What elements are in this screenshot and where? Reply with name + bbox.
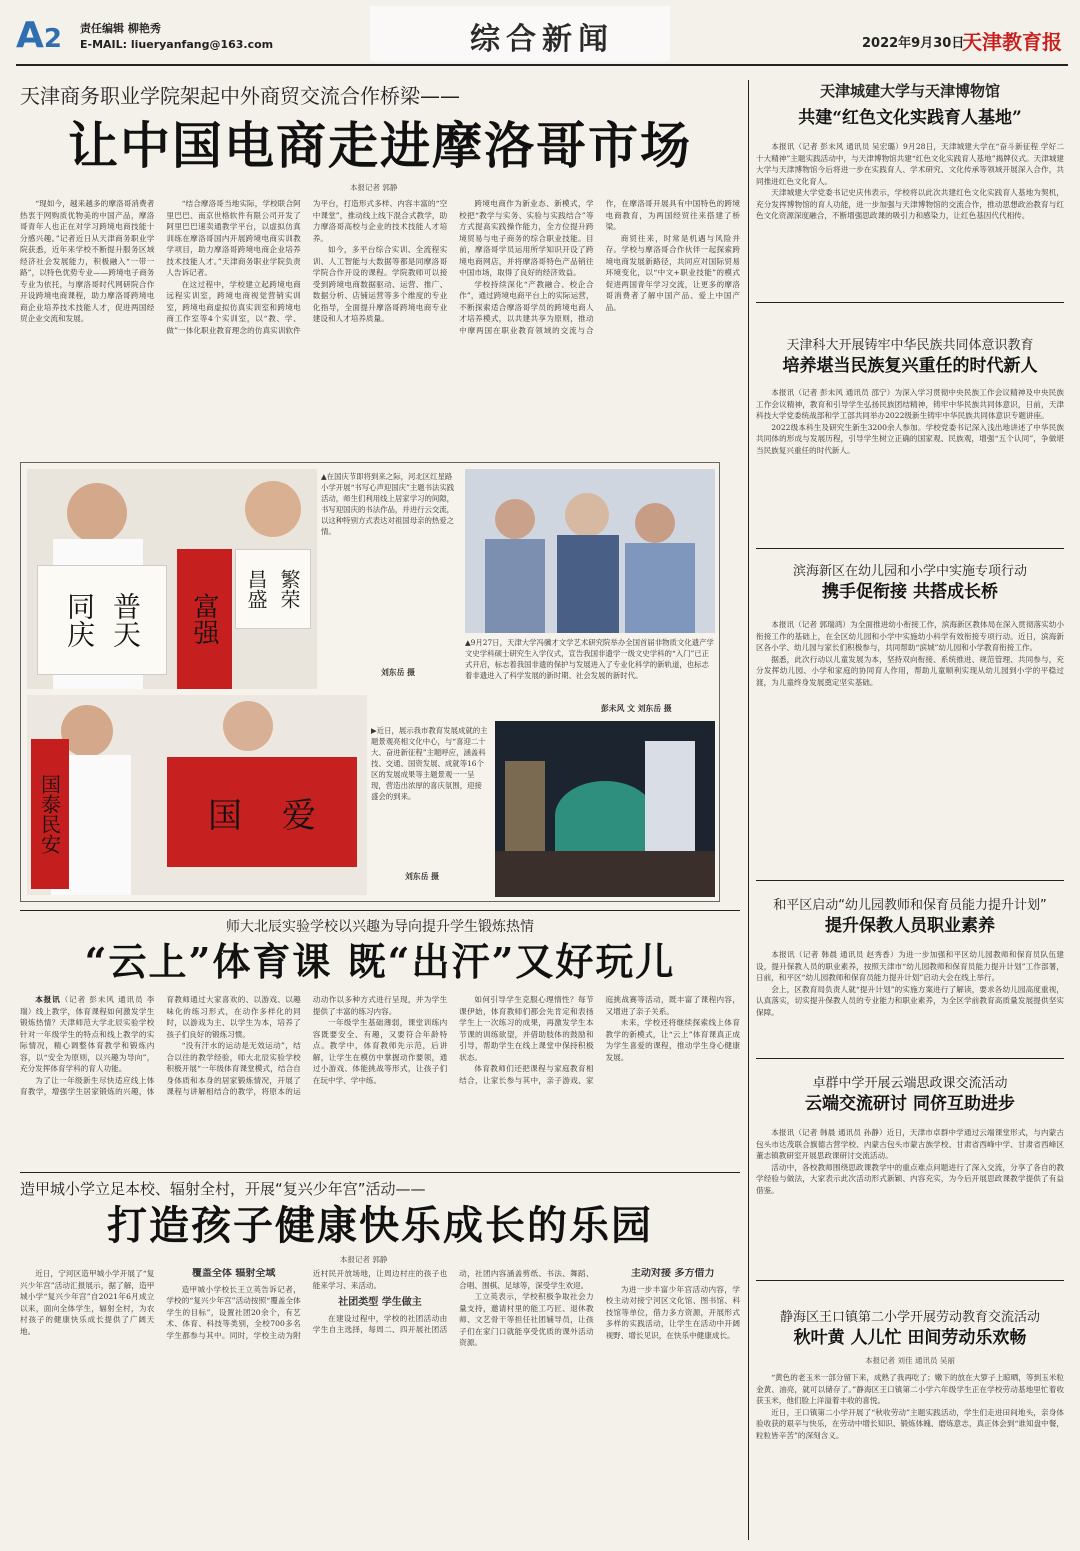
person-body-3 bbox=[625, 543, 695, 633]
calligraphy-scroll-3: 昌盛 繁荣 bbox=[235, 549, 311, 629]
article-byline: 本报记者 郭静 bbox=[350, 183, 398, 192]
paper-logo: 天津教育报 bbox=[962, 30, 1062, 54]
side-kicker: 天津科大开展铸牢中华民族共同体意识教育 bbox=[786, 338, 1034, 353]
photo-night-scene bbox=[495, 721, 715, 897]
calligraphy-scroll-4: 国泰民安 bbox=[31, 739, 69, 889]
divider bbox=[756, 880, 1064, 881]
article-headline: 打造孩子健康快乐成长的乐园 bbox=[107, 1202, 653, 1249]
article-kicker: 师大北辰实验学校以兴趣为导向提升学生锻炼热情 bbox=[226, 919, 534, 935]
side-body: 本报讯（记者 彭未风 通讯员 吴宏璐）9月28日，天津城建大学在“奋斗新征程 学好二十大精神”主题实践活动中，与天津博物馆共建“红色文化实践育人基地”揭牌仪式。天津城建大学与天津博物馆今后将进一步在实践育人、学术研究、文化传承等领域开展深入合作，共同推进红色文化育人。 天津城建大学党委书记史庆伟表示，学校将以此次共建红色文化实践育人基地为契机，充分发挥博物馆的育人功能，进一步加强与天津博物馆的交流合作，推动思想政治教育与红色文化资源深度融合，不断增强思政课的吸引力和感染力，让红色基因代代相传。 bbox=[756, 142, 1064, 220]
side-body: “黄色的老玉米一部分留下来，成熟了我再吃了；嫩下的放在大箩子上晾晒，等到玉米粒金黄、油亮，就可以储存了。”静海区王口镇第二小学六年级学生正在学校劳动基地里忙着收获玉米，他们脸上洋溢着丰收的喜悦。 近日，王口镇第二小学开展了“秋收劳动”主题实践活动，学生们走进田间地头，亲身体验收获的艰辛与快乐，在劳动中增长知识、锻炼体魄、磨炼意志，真正体会到“谁知盘中餐，粒粒皆辛苦”的深刻含义。 bbox=[756, 1373, 1064, 1440]
person-face bbox=[495, 499, 535, 539]
side-headline: 共建“红色文化实践育人基地” bbox=[798, 108, 1022, 128]
side-headline: 提升保教人员职业素养 bbox=[825, 916, 995, 936]
photo3-credit: 刘东岳 摄 bbox=[405, 872, 439, 881]
divider bbox=[20, 1172, 740, 1173]
editor-line: 责任编辑 柳艳秀 bbox=[80, 22, 161, 35]
photo-block bbox=[20, 462, 720, 902]
divider bbox=[756, 548, 1064, 549]
article-youth-palace bbox=[20, 1172, 740, 1542]
side-headline: 秋叶黄 人儿忙 田间劳动乐欢畅 bbox=[793, 1328, 1027, 1348]
subheading: 覆盖全体 辐射全域 bbox=[191, 1268, 276, 1279]
side-body: 本报讯（记者 韩晨 通讯员 赵秀香）为进一步加强和平区幼儿园教师和保育员队伍建设，提升保教人员的职业素养，按照天津市“幼儿园教师和保育员能力提升计划”工作部署，日前，和平区“幼儿园教师和保育员能力提升计划”启动大会在线上举行。 会上，区教育局负责人就“提升计划”的实施方案进行了解读，要求各幼儿园高度重视，认真落实，切实提升保教人员的专业能力和职业素养，为全区学前教育高质量发展提供坚实保障。 bbox=[756, 950, 1064, 1017]
divider bbox=[756, 1058, 1064, 1059]
side-body: 本报讯（记者 韩晨 通讯员 孙静）近日，天津市卓群中学通过云端课堂形式，与内蒙古包头市达茂联合旗德古营学校、内蒙古包头市蒙古族学校、甘肃省西峰中学、甘肃省西峰区董志镇教研室开展思政课研讨交流活动。 活动中，各校教师围绕思政课教学中的重点难点问题进行了深入交流，分享了各自的教学经验与做法，大家表示此次活动形式新颖、内容充实，为今后开展思政课教学提供了有益借鉴。 bbox=[756, 1128, 1064, 1195]
email-line: E-MAIL: liueryanfang@163.com bbox=[80, 38, 274, 51]
article-body: 近日，宁河区造甲城小学开展了“复兴少年宫”活动汇报展示，据了解，造甲城小学“复兴少年宫”自2021年6月成立以来，面向全体学生，辐射全村，为农村孩子的健康快乐成长提供了广阔天地。 覆盖全体 辐射全域 造甲城小学校长王立英告诉记者，学校的“复兴少年宫”活动按照“覆盖全体学生的目标”，设置社团20余个，有艺术、体育、科技等类别，全校700多名学生都参与其中。同时，学校主动为附近村民开放场地，让周边村庄的孩子也能来学习、来活动。 社团类型 学生做主 在建设过程中，学校的社团活动由学生自主选择，每周二、四开展社团活动，社团内容涵盖剪纸、书法、舞蹈、合唱、围棋、足球等，深受学生欢迎。 工立英表示，学校积极争取社会力量支持，邀请村里的能工巧匠、退休教师、文艺骨干等担任社团辅导员，让孩子们在家门口就能享受优质的课外活动资源。 主动对接 多方借力 为进一步丰富少年宫活动内容，学校主动对接宁河区文化馆、图书馆、科技馆等单位，借力多方资源，开展形式多样的实践活动，让学生在活动中开阔视野、增长见识，在快乐中健康成长。 bbox=[20, 1268, 740, 1347]
divider bbox=[756, 302, 1064, 303]
side-article bbox=[756, 80, 1064, 310]
side-kicker: 静海区王口镇第二小学开展劳动教育交流活动 bbox=[779, 1310, 1040, 1325]
side-byline: 本报记者 刘佳 通讯员 吴丽 bbox=[865, 1356, 955, 1365]
side-column bbox=[756, 80, 1064, 1545]
side-kicker: 滨海新区在幼儿园和小学中实施专项行动 bbox=[792, 564, 1027, 579]
subheading: 社团类型 学生做主 bbox=[338, 1297, 422, 1308]
article-byline: 本报记者 郭静 bbox=[340, 1255, 388, 1264]
side-kicker: 天津城建大学与天津博物馆 bbox=[819, 82, 1000, 100]
student-face bbox=[67, 483, 127, 543]
article-body: “现如今，越来越多的摩洛哥消费者热衷于网购质优物美的中国产品，摩洛哥青年人也正在对学习跨境电商技能十分感兴趣。”记者近日从天津商务职业学院获悉，近年来学校不断提升服务区域经济社会发展能力，积极融入“一带一路”，以特色优势专业——跨境电子商务专业为依托，与摩洛哥时代网研院合作开设跨境电商课程，助力摩洛哥跨境电商企业培养技术技能人才，促进两国经贸企业交流和发展。 “结合摩洛哥当地实际，学校联合阿里巴巴、南京世格软件有限公司开发了阿里巴巴速卖通教学平台，以虚拟仿真训练在摩洛哥国内开展跨境电商实训教学项目，助力摩洛哥跨境电商企业培养技术技能人才。”天津商务职业学院负责人告诉记者。 在这过程中，学校建立起跨境电商远程实训室，跨境电商视觉营销实训室，跨境电商虚拟仿真实训室和跨境电商工作室等4个实训室，以“教、学、做”一体化职业教育理念的仿真实训软件为平台，打造形式多样、内容丰富的“空中课堂”，推动线上线下混合式教学，助力摩洛哥高校与企业的技术技能人才培养。 如今，多平台综合实训、全流程实训、人工智能与大数据等都是同摩洛哥学院合作开设的课程。学院教师可以接受到跨境电商数据驱动、运营、推广、数据分析、店铺运营等多个维度的专业化指导，全面提升摩洛哥跨境电商专业建设和人才培养质量。 跨境电商作为新业态、新模式，学校把“教学与实务、实验与实践结合”等方式提高实践操作能力，全方位提升跨境贸易与电子商务的综合职业技能。目前，摩洛哥学员运用所学知识开设了跨境电商网店，并将摩洛哥特色产品销往中国市场，取得了良好的经济效益。 学校持续深化“产教融合、校企合作”，通过跨境电商平台上的实际运营，不断探索适合摩洛哥学员的跨境电商人才培养模式，以共建共享为原则，推动中摩两国在职业教育领域的交流与合作，在摩洛哥开展具有中国特色的跨境电商教育，为两国经贸往来搭建了桥梁。 商贸往来，时常是机遇与风险并存。学校与摩洛哥合作伙伴一起探索跨境电商发展新路径，共同应对国际贸易环境变化，以“中文+职业技能”的模式促进两国青年学习交流，让更多的摩洛哥消费者了解中国产品、爱上中国产品。 bbox=[20, 199, 740, 335]
calligraphy-scroll-2: 富强 bbox=[177, 549, 232, 689]
side-body: 本报讯（记者 郭瑞鸿）为全面推进幼小衔接工作，滨海新区教体局在深入贯彻落实幼小衔接工作的基础上，在全区幼儿园和小学中实施幼小科学有效衔接专项行动。近日，滨海新区各小学、幼儿园与家长们积极参与，共同帮助“滨城”幼儿园和小学教育衔接工作。 据悉，此次行动以儿童发展为本，坚持双向衔接、系统推进、规范管理、共同参与，充分发挥幼儿园、小学和家庭的协同育人作用，帮助儿童顺利实现从幼儿园到小学的平稳过渡，为儿童终身发展奠定坚实基础。 bbox=[756, 620, 1064, 687]
side-article bbox=[756, 886, 1064, 1062]
person-face-3 bbox=[635, 503, 675, 543]
article-body: 本报讯（记者 彭未风 通讯员 李 瑞）线上教学，体育课程如何激发学生锻炼热情？天津师范大学北辰实验学校针对一年级学生的特点和线上教学的实际情况，精心调整体育教学和锻炼内容，以“安全为原则，以兴趣为导向”，充分发挥体育学科的育人功能。 为了让一年级新生尽快适应线上体育教学，增强学生居家锻炼的兴趣，体育教师通过大家喜欢的、以游戏、以趣味化的练习形式，在动作多样化的同时，以游戏为主、以学生为本，培养了孩子们良好的锻炼习惯。 “没有汗水的运动是无效运动”，结合以往的教学经验，师大北辰实验学校积极开展“一年级体育课堂模式，结合自身体质和本身的居家锻炼情况，开展了课程与讲解相结合的教学，将原本的运动动作以多种方式进行呈现，并为学生提供了丰富的练习内容。 一年级学生基础薄弱，课堂训练内容既要安全、有趣，又要符合年龄特点。教学中，体育教师先示范，后讲解，让学生在模仿中掌握动作要领，通过小游戏、体能挑战等形式，让孩子们在玩中学、学中练。 如何引导学生克服心理惰性？每节课伊始，体育教师们都会先肯定和表扬学生上一次练习的成果，再激发学生本节课的训练欲望，并借助肢体的鼓励和引导，帮助学生在线上课堂中保持积极状态。 体育教师们还把课程与家庭教育相结合，让家长参与其中，亲子游戏、家庭挑战赛等活动，既丰富了课程内容，又增进了亲子关系。 未来，学校还将继续探索线上体育教学的新模式，让“云上”体育课真正成为学生喜爱的课程，推动学生身心健康发展。 bbox=[20, 995, 740, 1096]
divider bbox=[756, 1280, 1064, 1281]
tree bbox=[505, 761, 545, 851]
side-article bbox=[756, 554, 1064, 884]
side-kicker: 卓群中学开展云端思政课交流活动 bbox=[812, 1076, 1008, 1091]
installation bbox=[555, 781, 655, 851]
person-face-2 bbox=[565, 493, 609, 537]
article-cloud-pe bbox=[20, 910, 740, 1165]
photo2-credit: 彭未风 文 刘东岳 摄 bbox=[601, 704, 672, 713]
person-body-2 bbox=[557, 535, 619, 633]
calligraphy-scroll-5: 国 爱 bbox=[167, 757, 357, 867]
article-headline: 让中国电商走进摩洛哥市场 bbox=[68, 116, 692, 175]
photo1-caption: ▲在国庆节即将到来之际，河北区红星路小学开展“书写心声迎国庆”主题书法实践活动，师生们利用线上居家学习的间隙，书写迎国庆的书法作品，并进行云交流，以这种特别方式表达对祖国母亲的热爱之情。 bbox=[321, 472, 455, 536]
masthead bbox=[0, 0, 1080, 68]
ground bbox=[495, 851, 715, 897]
side-headline: 云端交流研讨 同侪互助进步 bbox=[805, 1094, 1015, 1114]
student-face-2 bbox=[245, 481, 301, 537]
calligraphy-scroll-1: 同庆 普天 bbox=[37, 565, 167, 675]
side-article bbox=[756, 1064, 1064, 1284]
tower bbox=[645, 741, 695, 851]
photo-calligraphy-top bbox=[27, 469, 317, 689]
photo1-credit: 刘东岳 摄 bbox=[381, 668, 415, 677]
divider bbox=[20, 910, 740, 911]
page-number: A2 bbox=[16, 15, 62, 56]
side-headline: 培养堪当民族复兴重任的时代新人 bbox=[782, 356, 1038, 376]
photo-ceremony bbox=[465, 469, 715, 633]
student-face-4 bbox=[223, 701, 273, 751]
masthead-rule bbox=[16, 64, 1068, 66]
side-headline: 携手促衔接 共搭成长桥 bbox=[822, 582, 998, 602]
subheading: 主动对接 多方借力 bbox=[631, 1268, 715, 1279]
photo2-caption: ▲9月27日，天津大学冯骥才文学艺术研究院举办全国首届非物质文化遗产学文史学科硕士研究生入学仪式，宣告我国非遗学一级文史学科的“入门”已正式开启，标志着我国非遗的保护与发展进入了专业化科学的新轨道，也标志着非遗进入了科学发展的新时期、社会发展的新时代。 bbox=[465, 638, 714, 680]
article-morocco bbox=[20, 80, 740, 460]
article-kicker: 天津商务职业学院架起中外商贸交流合作桥梁—— bbox=[20, 84, 460, 108]
issue-date: 2022年9月30日 bbox=[862, 36, 965, 51]
photo-calligraphy-bottom bbox=[27, 695, 367, 895]
article-headline: “云上”体育课 既“出汗”又好玩儿 bbox=[84, 939, 676, 984]
photo3-caption: ▶近日，展示我市教育发展成就的主题景观亮相文化中心，与“喜迎二十大、奋进新征程”主题呼应，涵盖科技、交通、国资发展、成就等16个区的发展成果等主题景观一一呈现，营造出浓厚的喜庆氛围，迎接盛会的到来。 bbox=[371, 726, 488, 801]
side-article bbox=[756, 312, 1064, 552]
section-title: 综合新闻 bbox=[470, 22, 614, 57]
column-divider bbox=[748, 80, 749, 1540]
person-body bbox=[485, 539, 545, 633]
side-kicker: 和平区启动“幼儿园教师和保育员能力提升计划” bbox=[773, 898, 1047, 913]
side-body: 本报讯（记者 彭未风 通讯员 邵宁）为深入学习贯彻中央民族工作会议精神及中央民族工作会议精神，教育和引导学生弘扬民族团结精神，铸牢中华民族共同体意识，日前，天津科技大学党委统战部和学工部共同举办2022级新生铸牢中华民族共同体意识专题讲座。 2022级本科生及研究生新生3200余人参加。学校党委书记深入浅出地讲述了中华民族共同体的形成与发展历程，引导学生树立正确的国家观、民族观，增强“五个认同”，争做堪当民族复兴重任的时代新人。 bbox=[756, 388, 1064, 455]
side-article bbox=[756, 1286, 1064, 1542]
article-kicker: 造甲城小学立足本校、辐射全村，开展“复兴少年宫”活动—— bbox=[20, 1180, 426, 1198]
